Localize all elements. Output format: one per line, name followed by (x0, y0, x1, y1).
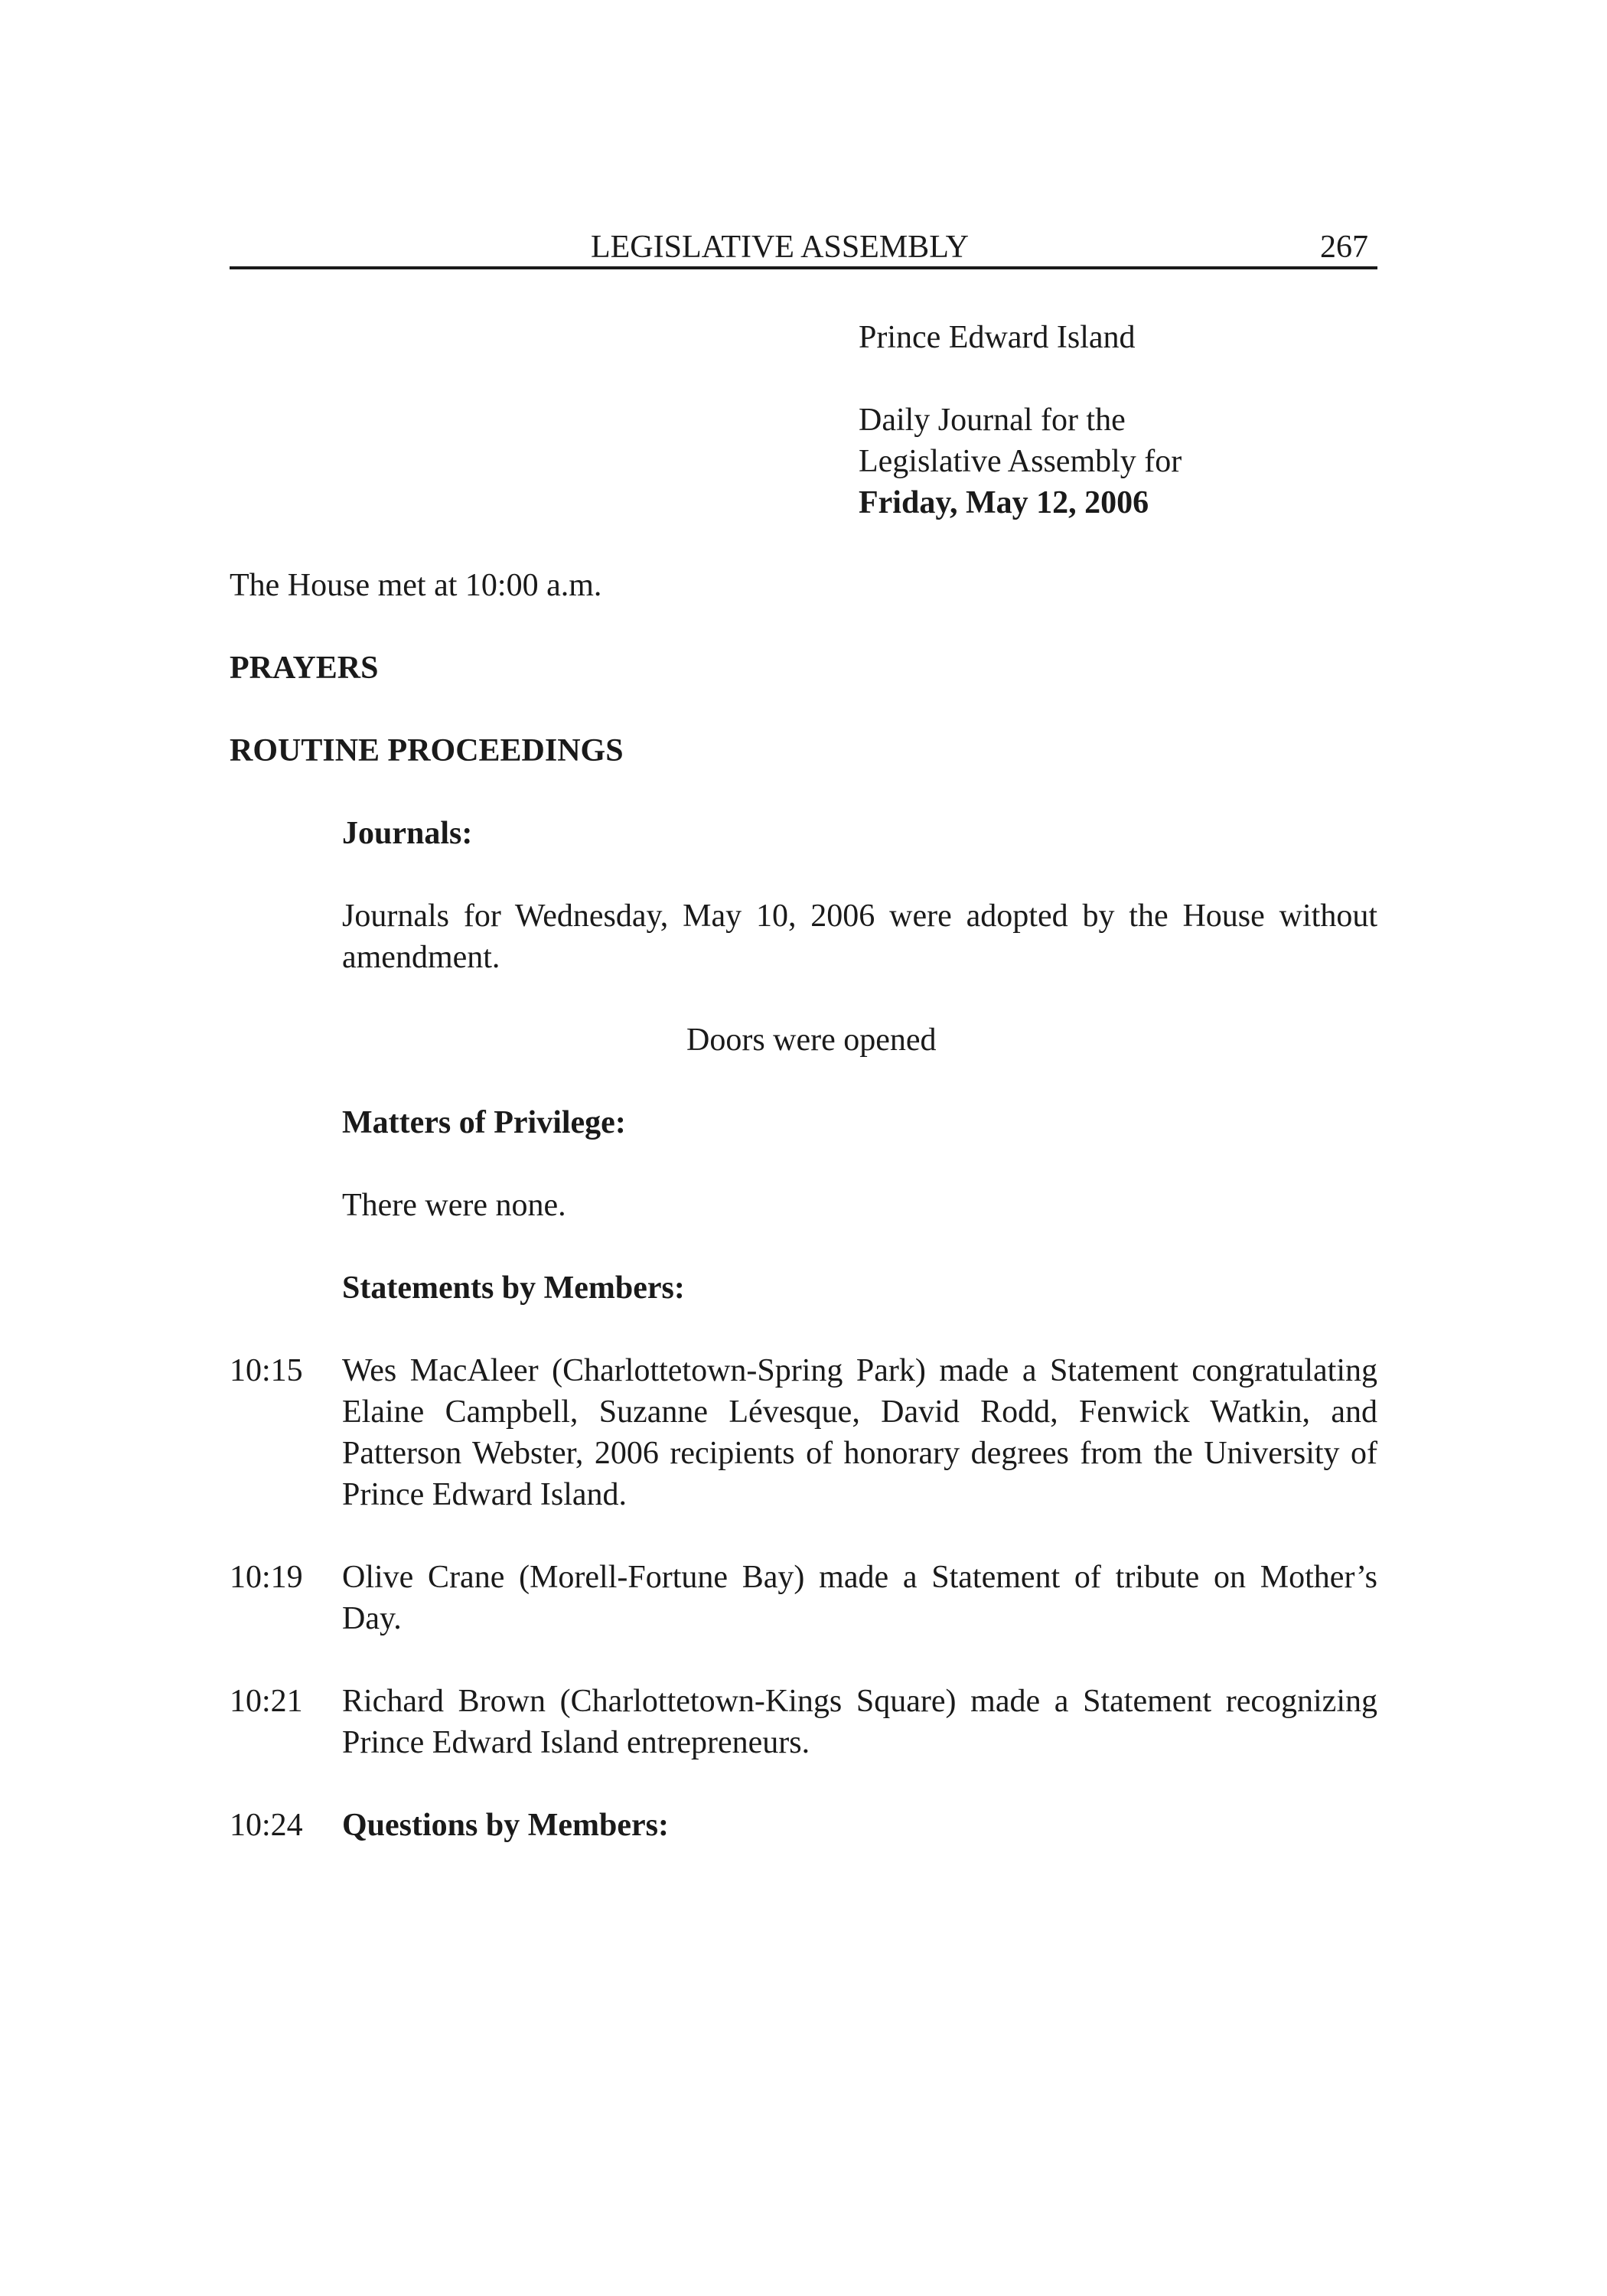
house-met-line: The House met at 10:00 a.m. (230, 568, 602, 603)
doors-opened-line: Doors were opened (686, 1022, 937, 1058)
statements-heading: Statements by Members: (342, 1270, 685, 1306)
header-rule (230, 266, 1377, 269)
statement-text: Olive Crane (Morell-Fortune Bay) made a Statement of tribute on Mother’s Day. (342, 1560, 1377, 1636)
journals-heading: Journals: (342, 816, 473, 851)
statement-text: Wes MacAleer (Charlottetown-Spring Park) made a Statement congratulating Elaine Campbell, Suzanne Lévesque, David Rodd, Fenwick Watkin, and Patterson Webster, 2006 recipients of honorary degrees from the University of Prince Edward Island. (342, 1353, 1377, 1512)
header-title: LEGISLATIVE ASSEMBLY (591, 230, 969, 265)
journal-date: Friday, May 12, 2006 (859, 485, 1149, 520)
page-number: 267 (1320, 230, 1368, 265)
province-name: Prince Edward Island (859, 320, 1136, 355)
journals-text: Journals for Wednesday, May 10, 2006 were adopted by the House without amendment. (342, 899, 1377, 975)
privilege-text: There were none. (342, 1188, 566, 1223)
routine-proceedings-heading: ROUTINE PROCEEDINGS (230, 733, 624, 768)
questions-time: 10:24 (230, 1808, 303, 1843)
statement-time: 10:15 (230, 1353, 303, 1388)
statement-time: 10:21 (230, 1684, 303, 1719)
statement-time: 10:19 (230, 1560, 303, 1595)
questions-heading: Questions by Members: (342, 1808, 669, 1843)
privilege-heading: Matters of Privilege: (342, 1105, 626, 1140)
journal-title-line1: Daily Journal for the (859, 403, 1126, 438)
journal-title-line2: Legislative Assembly for (859, 444, 1182, 479)
statement-text: Richard Brown (Charlottetown-Kings Square) made a Statement recognizing Prince Edward Island entrepreneurs. (342, 1684, 1377, 1760)
prayers-heading: PRAYERS (230, 651, 379, 686)
